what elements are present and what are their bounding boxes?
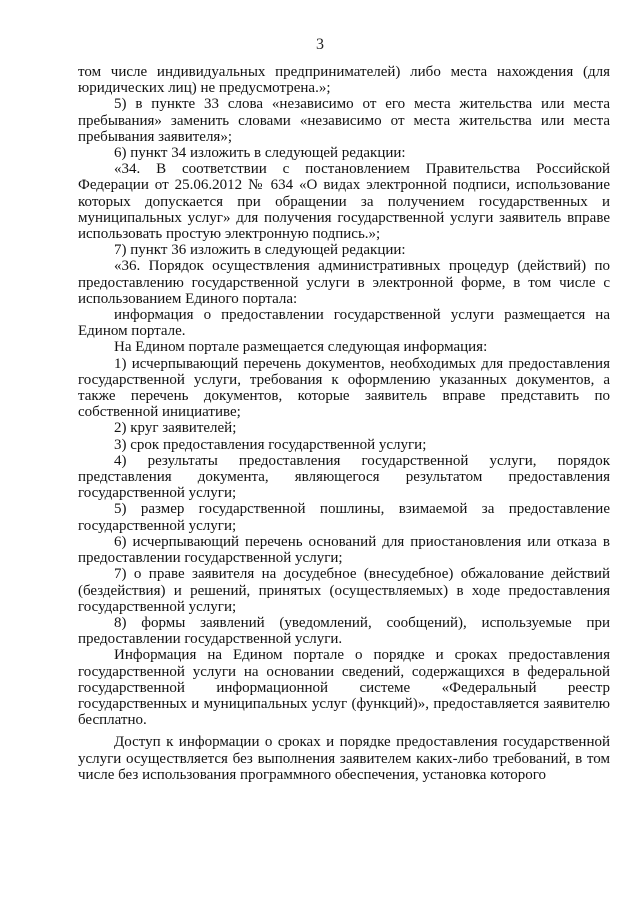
paragraph: 5) размер государственной пошлины, взимаемой за предоставление государственной услуги; — [78, 501, 610, 534]
paragraph: «36. Порядок осуществления административных процедур (действий) по предоставлению государственной услуги в электронной форме, в том числе с использованием Единого портала: — [78, 258, 610, 307]
paragraph: «34. В соответствии с постановлением Правительства Российской Федерации от 25.06.2012 № 634 «О видах электронной подписи, использование которых допускается при обращении за получением государственных и муниципальных услуг» для получения государственной услуги заявитель вправе использовать простую электронную подпись.»; — [78, 161, 610, 243]
paragraph: 1) исчерпывающий перечень документов, необходимых для предоставления государственной услуги, требования к оформлению указанных документов, а также перечень документов, которые заявитель вправе представить по собственной инициативе; — [78, 355, 610, 421]
paragraph: На Едином портале размещается следующая информация: — [114, 339, 488, 356]
paragraph: 3) срок предоставления государственной услуги; — [114, 436, 427, 453]
paragraph: 6) исчерпывающий перечень оснований для приостановления или отказа в предоставлении государственной услуги; — [78, 533, 610, 567]
document-body — [78, 64, 610, 783]
paragraph: 2) круг заявителей; — [114, 420, 237, 437]
page-number: 3 — [316, 36, 324, 53]
paragraph: 4) результаты предоставления государственной услуги, порядок представления документа, являющегося результатом предоставления государственной услуги; — [78, 452, 610, 502]
paragraph: 8) формы заявлений (уведомлений, сообщений), используемые при предоставлении государственной услуги. — [78, 614, 610, 648]
paragraph: информация о предоставлении государственной услуги размещается на Едином портале. — [78, 307, 610, 340]
paragraph: 6) пункт 34 изложить в следующей редакции: — [114, 145, 406, 162]
paragraph: том числе индивидуальных предпринимателей) либо места нахождения (для юридических лиц) не предусмотрена.»; — [78, 64, 610, 97]
paragraph: 7) пункт 36 изложить в следующей редакции: — [114, 242, 406, 259]
paragraph: Доступ к информации о сроках и порядке предоставления государственной услуги осуществляется без выполнения заявителем каких-либо требований, в том числе без использования программного обеспечения, установка которого — [78, 734, 610, 783]
paragraph: 7) о праве заявителя на досудебное (внесудебное) обжалование действий (бездействия) и решений, принятых (осуществляемых) в ходе предоставления государственной услуги; — [78, 566, 610, 615]
paragraph: Информация на Едином портале о порядке и сроках предоставления государственной услуги на основании сведений, содержащихся в федеральной государственной информационной системе «Федеральный реестр государственных и муниципальных услуг (функций)», предоставляется заявителю бесплатно. — [78, 647, 610, 729]
paragraph: 5) в пункте 33 слова «независимо от его места жительства или места пребывания» заменить словами «независимо от места жительства или места пребывания заявителя»; — [78, 96, 610, 145]
